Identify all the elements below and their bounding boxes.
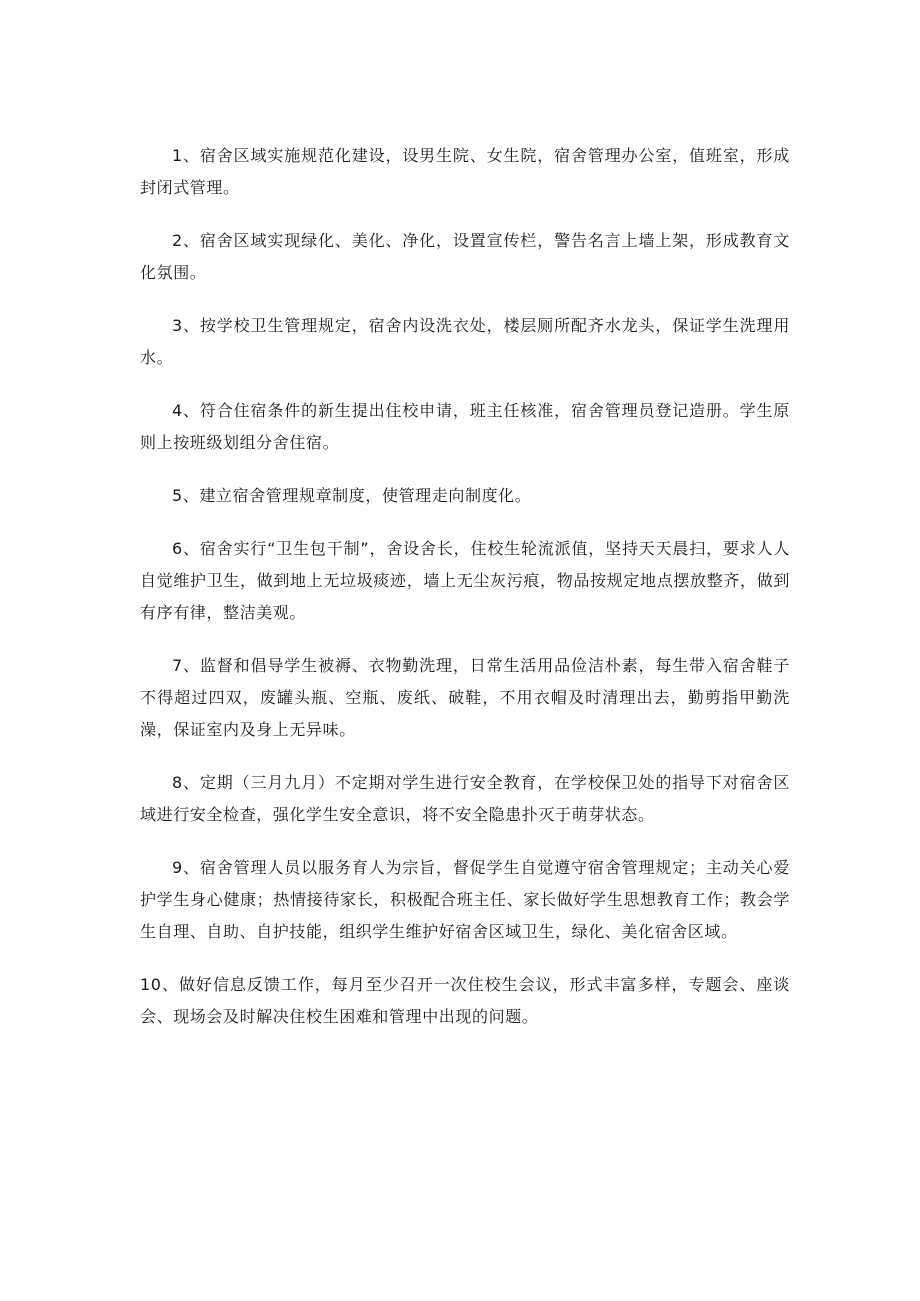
paragraph-5: 5、建立宿舍管理规章制度，使管理走向制度化。 [172, 486, 532, 505]
paragraph-6: 6、宿舍实行“卫生包干制”，舍设舍长，住校生轮流派值，坚持天天晨扫，要求人人自觉维护卫生，做到地上无垃圾痰迹，墙上无尘灰污痕，物品按规定地点摆放整齐，做到有序有律，整洁美观。 [140, 539, 790, 622]
paragraph-8: 8、定期（三月九月）不定期对学生进行安全教育，在学校保卫处的指导下对宿舍区域进行安全检查，强化学生安全意识，将不安全隐患扑灭于萌芽状态。 [140, 773, 790, 824]
paragraph-3: 3、按学校卫生管理规定，宿舍内设洗衣处，楼层厕所配齐水龙头，保证学生洗理用水。 [140, 316, 790, 367]
paragraph-7: 7、监督和倡导学生被褥、衣物勤洗理，日常生活用品俭洁朴素，每生带入宿舍鞋子不得超过四双，废罐头瓶、空瓶、废纸、破鞋，不用衣帽及时清理出去，勤剪指甲勤洗澡，保证室内及身上无异味。 [140, 656, 790, 739]
paragraph-9: 9、宿舍管理人员以服务育人为宗旨，督促学生自觉遵守宿舍管理规定；主动关心爱护学生身心健康；热情接待家长，积极配合班主任、家长做好学生思想教育工作；教会学生自理、自助、自护技能，组织学生维护好宿舍区域卫生，绿化、美化宿舍区域。 [140, 858, 790, 941]
paragraph-1: 1、宿舍区域实施规范化建设，设男生院、女生院，宿舍管理办公室，值班室，形成封闭式管理。 [140, 146, 790, 197]
paragraph-10: 10、做好信息反馈工作，每月至少召开一次住校生会议，形式丰富多样，专题会、座谈会、现场会及时解决住校生困难和管理中出现的问题。 [140, 975, 790, 1026]
document-body [140, 140, 790, 1054]
paragraph-2: 2、宿舍区域实现绿化、美化、净化，设置宣传栏，警告名言上墙上架，形成教育文化氛围。 [140, 231, 790, 282]
paragraph-4: 4、符合住宿条件的新生提出住校申请，班主任核准，宿舍管理员登记造册。学生原则上按班级划组分舍住宿。 [140, 401, 790, 452]
